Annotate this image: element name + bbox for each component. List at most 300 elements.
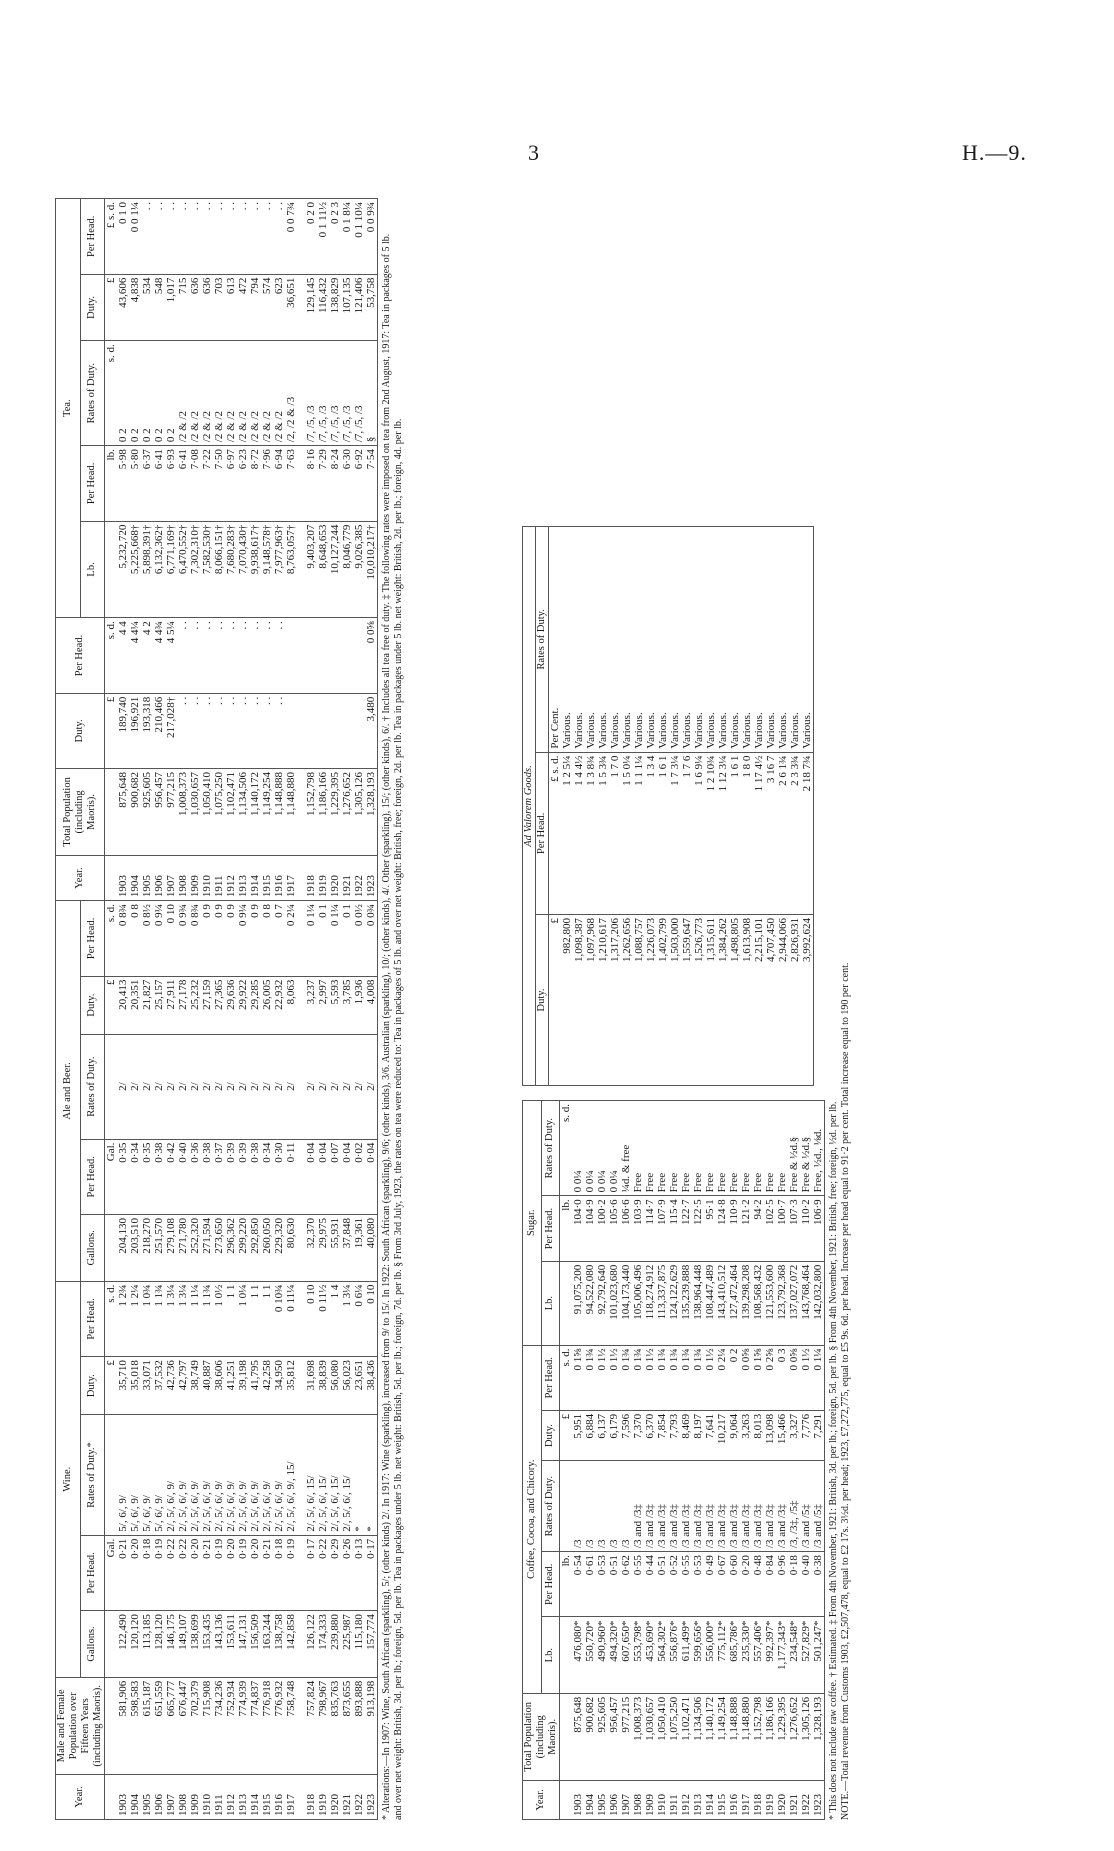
table-cell: 0·38 [249, 1139, 261, 1214]
table-cell: 2,215,101 [753, 914, 765, 1085]
table-cell: 1910 [201, 1774, 213, 1819]
table-cell: /2 & /2 [249, 341, 261, 446]
table-cell: 1,149,254 [716, 1693, 728, 1780]
table-cell: Free [644, 1101, 656, 1196]
table-cell: 1,384,262 [717, 914, 729, 1085]
table-cell: 0·48 [752, 1552, 764, 1617]
table-cell: 7,582,530† [201, 521, 213, 618]
table-cell: 0 1 [317, 901, 329, 976]
table-cell: 0 2¼ [716, 1345, 728, 1410]
col-ale-duty: Duty. [80, 976, 105, 1034]
table-cell [317, 693, 329, 768]
document-reference: H.—9. [962, 140, 1027, 165]
table-cell: /3 and /3‡ [728, 1461, 740, 1552]
table-cell: 2/, 5/, 6/, 9/ [225, 1415, 237, 1535]
table-cell: 55,931 [329, 1215, 341, 1282]
unit: lb. [560, 1552, 573, 1617]
table-cell: 1,226,073 [645, 914, 657, 1085]
table-row [728, 1101, 740, 1820]
table-cell: 0·39 [237, 1139, 249, 1214]
table-cell: Various. [789, 527, 801, 753]
table-cell: Free [728, 1101, 740, 1196]
table-cell: 121,553,600 [764, 1261, 776, 1345]
table-cell: 251,570 [153, 1215, 165, 1282]
table-cell: 607,650* [620, 1617, 632, 1693]
table-cell: 107,135 [341, 274, 353, 341]
table-cell: 0·07 [329, 1139, 341, 1214]
table-cell: 38,606 [213, 1357, 225, 1415]
table-cell: /7, /5, /3 [353, 341, 365, 446]
table-cell: 0·04 [317, 1139, 329, 1214]
table-cell: 1 1¼ [189, 1281, 201, 1356]
table-cell: 1 1¾ [201, 1281, 213, 1356]
table-cell: 116,432 [317, 274, 329, 341]
table-cell: 94·2 [752, 1196, 764, 1261]
table-cell: 0·84 [764, 1552, 776, 1617]
table-cell: 0 9 [213, 901, 225, 976]
table-cell: Various. [585, 527, 597, 753]
table-cell: Free [668, 1101, 680, 1196]
table-cell: 1912 [225, 1774, 237, 1819]
table-cell: 0 2¼ [285, 901, 297, 976]
table-cell: Free [680, 1101, 692, 1196]
table-cell: 0·29 [329, 1535, 341, 1610]
table-cell: 0·21 [261, 1535, 273, 1610]
table-cell: 1,328,193 [365, 768, 378, 855]
table-cell: . . [189, 693, 201, 768]
table-cell: /2, /2 & /3 [285, 341, 297, 446]
table-cell: 7,641 [704, 1410, 716, 1460]
table-cell: 0·36 [189, 1139, 201, 1214]
table-row [789, 527, 801, 1086]
table-cell: 0·54 [572, 1552, 584, 1617]
col-total-population: Total Population (including Maoris). [523, 1693, 560, 1780]
table-cell: 29,285 [249, 976, 261, 1034]
table-cell: 153,435 [201, 1611, 213, 1678]
table-row [273, 199, 285, 1820]
table-cell: 1904 [584, 1780, 596, 1819]
table-cell: 1 0¾ [141, 1281, 153, 1356]
table-cell: /2 & /2 [237, 341, 249, 446]
table-cell: * [353, 1415, 365, 1535]
table-cell: 0 2 [728, 1345, 740, 1410]
table-row [141, 199, 153, 1820]
table-cell: 138,964,448 [692, 1261, 704, 1345]
unit: £ [105, 1357, 118, 1415]
table-cell: 4 4¾ [153, 618, 165, 693]
table-cell: 548 [153, 274, 165, 341]
unit: s. d. [105, 341, 118, 446]
table-cell: 0·61 [584, 1552, 596, 1617]
unit: Per Cent. [549, 527, 562, 753]
table-cell: 1 1 [225, 1281, 237, 1356]
ad-valorem-body [549, 527, 814, 1086]
table-cell: 476,080* [572, 1617, 584, 1693]
table-cell: 104·0 [572, 1196, 584, 1261]
table-row [620, 1101, 632, 1820]
table-cell: 1,088,757 [633, 914, 645, 1085]
table-cell: 1,305,126 [353, 768, 365, 855]
footnote: * This does not include raw coffee. † Estimated. ‡ From 4th November, 1921: British, 3d. per lb.; foreign, 5d. per lb. § From 4th November, 1921: British, free; foreign, ½d. per lb. [828, 1101, 839, 1820]
table-cell: ¼d. & free [620, 1101, 632, 1196]
table-cell: 296,362 [225, 1215, 237, 1282]
table-cell: 8,763,057† [285, 521, 297, 618]
table-row [657, 527, 669, 1086]
col-year: Year. [523, 1780, 560, 1819]
table-cell: 0·38 [153, 1139, 165, 1214]
table-cell: 122·7 [680, 1196, 692, 1261]
unit: Gal. [105, 1535, 118, 1610]
table-cell: /7, /5, /3 [329, 341, 341, 446]
table-cell: 0 0¼ [584, 1101, 596, 1196]
table-cell [341, 693, 353, 768]
unit: s. d. [105, 1281, 118, 1356]
table-cell: /3 and /3‡ [632, 1461, 644, 1552]
table-cell: 0·18 [788, 1552, 800, 1617]
table-cell: 1915 [261, 1774, 273, 1819]
table-cell: 225,987 [341, 1611, 353, 1678]
table-cell: 0 8¾ [117, 901, 129, 976]
table-cell: 2/ [129, 1034, 141, 1139]
table-cell: 104,173,440 [620, 1261, 632, 1345]
table-cell: 2 6 1¾ [777, 752, 789, 914]
table-cell: 235,330* [740, 1617, 752, 1693]
table-cell: 2/ [261, 1034, 273, 1139]
table-cell: 6·23 [237, 446, 249, 521]
table-cell: 1913 [692, 1780, 704, 1819]
table-cell: 1 3 8¾ [585, 752, 597, 914]
unit: s. d. [560, 1345, 573, 1410]
table-cell: 1,526,773 [693, 914, 705, 1085]
table-cell: 95·1 [704, 1196, 716, 1261]
table-cell: 1911 [213, 1774, 225, 1819]
table-row [117, 199, 129, 1820]
table-cell: 40,080 [365, 1215, 378, 1282]
table-cell: . . [225, 199, 237, 275]
table-cell: /3 and /3‡ [692, 1461, 704, 1552]
table-cell: /3 and /3‡ [716, 1461, 728, 1552]
table-row [800, 1101, 812, 1820]
table-cell: /3 [608, 1461, 620, 1552]
col-sugar-per-head: Per Head. [541, 1196, 560, 1261]
table-cell: 33,071 [141, 1357, 153, 1415]
table-cell: 0 8½ [141, 901, 153, 976]
table-cell: . . [213, 618, 225, 693]
table-cell: 1921 [788, 1780, 800, 1819]
table-cell: 1918 [305, 855, 317, 900]
table-cell: 0·20 [225, 1535, 237, 1610]
table-row [765, 527, 777, 1086]
table-cell: 0 7 [273, 901, 285, 976]
table-cell: 0 1½ [596, 1345, 608, 1410]
table-cell: Free [716, 1101, 728, 1196]
table-cell: /3 and /3‡ [740, 1461, 752, 1552]
table-cell: 1,262,656 [621, 914, 633, 1085]
table-cell: 1 7 0 [609, 752, 621, 914]
table-cell: 527,829* [800, 1617, 812, 1693]
table-cell: 149,107 [177, 1611, 189, 1678]
table-cell: 1904 [129, 1774, 141, 1819]
table-cell: 0 1¼ [329, 901, 341, 976]
table-row [365, 199, 378, 1820]
table-cell: 101,023,680 [608, 1261, 620, 1345]
table-cell: 42,797 [177, 1357, 189, 1415]
table-cell: 8,197 [692, 1410, 704, 1460]
table-cell: 271,594 [201, 1215, 213, 1282]
table-cell: 13,098 [764, 1410, 776, 1460]
table-cell: 1 5 0¼ [621, 752, 633, 914]
table-cell: 0·22 [165, 1535, 177, 1610]
table-cell: /3 and /3‡ [680, 1461, 692, 1552]
table-cell: 0 2 [129, 341, 141, 446]
table-cell: 1,229,395 [329, 768, 341, 855]
table-cell: /3 and /3‡ [764, 1461, 776, 1552]
upper-table-block [55, 195, 495, 1820]
table-cell: 124,122,629 [668, 1261, 680, 1345]
table-cell: 6·94 [273, 446, 285, 521]
table-cell: 107·3 [788, 1196, 800, 1261]
table-cell: 0 2 0 [305, 199, 317, 275]
table-cell: Various. [717, 527, 729, 753]
table-row [129, 199, 141, 1820]
table-cell: Free, ½d., ⅛d. [812, 1101, 825, 1196]
table-cell: 0·17 [365, 1535, 378, 1610]
table-row [317, 199, 329, 1820]
table-cell: 0 1¾ [584, 1345, 596, 1410]
table-cell: 0 2 [117, 341, 129, 446]
table-row [561, 527, 573, 1086]
table-cell [317, 618, 329, 693]
table-cell: 9,403,207 [305, 521, 317, 618]
table-cell: 5/, 6/, 9/ [153, 1415, 165, 1535]
table-cell: 105·6 [608, 1196, 620, 1261]
table-cell: 143,768,464 [800, 1261, 812, 1345]
table-cell: 6·41 [153, 446, 165, 521]
table-cell: 38,436 [365, 1357, 378, 1415]
table-cell: 29,922 [237, 976, 249, 1034]
table-cell: 2/, 5/, 6/, 9/ [189, 1415, 201, 1535]
table-cell: 1923 [365, 1774, 378, 1819]
table-cell: 0 1½ [608, 1345, 620, 1410]
table-cell: 1,149,254 [261, 768, 273, 855]
table-cell: 6,470,552† [177, 521, 189, 618]
table-cell: 1908 [632, 1780, 644, 1819]
table-cell: Various. [729, 527, 741, 753]
table-cell [305, 618, 317, 693]
table-cell: 203,510 [129, 1215, 141, 1282]
table-cell: 0·51 [608, 1552, 620, 1617]
table-cell: * [365, 1415, 378, 1535]
col-sugar-lb: Lb. [541, 1261, 560, 1345]
table-row [729, 527, 741, 1086]
col-adv-duty: Duty. [536, 914, 549, 1085]
table-cell: Various. [597, 527, 609, 753]
table-cell: 273,650 [213, 1215, 225, 1282]
table-cell: 0·39 [225, 1139, 237, 1214]
table-cell: 550,720* [584, 1617, 596, 1693]
table-cell: 1 8 0 [741, 752, 753, 914]
table-cell: 129,145 [305, 274, 317, 341]
table-cell: 798,967 [317, 1677, 329, 1774]
table-cell: 1,148,888 [728, 1693, 740, 1780]
table-cell: 1909 [189, 855, 201, 900]
table-cell: 2/ [329, 1034, 341, 1139]
table-cell: 1917 [740, 1780, 752, 1819]
table-cell: 7·50 [213, 446, 225, 521]
table-row [716, 1101, 728, 1820]
table-cell: 42,736 [165, 1357, 177, 1415]
table-cell: Various. [669, 527, 681, 753]
table-row [225, 199, 237, 1820]
table-cell: . . [177, 693, 189, 768]
table-cell: 1 2¾ [117, 1281, 129, 1356]
table-cell: 1903 [572, 1780, 584, 1819]
table-cell: 20,351 [129, 976, 141, 1034]
table-cell: 27,159 [201, 976, 213, 1034]
table-cell: 3 16 7 [765, 752, 777, 914]
table-cell: /3 and /3‡ [704, 1461, 716, 1552]
table-row [153, 199, 165, 1820]
table-cell: 0·20 [740, 1552, 752, 1617]
table-cell: 2/ [201, 1034, 213, 1139]
table-cell: 0 0¼ [596, 1101, 608, 1196]
table-cell: 6,771,169† [165, 521, 177, 618]
table-cell: 10,217 [716, 1410, 728, 1460]
table-cell: 776,932 [273, 1677, 285, 1774]
table-cell: 0·44 [644, 1552, 656, 1617]
table-cell: 5,951 [572, 1410, 584, 1460]
table-cell: 0·19 [285, 1535, 297, 1610]
table-cell: 2/, 5/, 6/, 15/ [329, 1415, 341, 1535]
table-cell: 1906 [153, 855, 165, 900]
table-row [681, 527, 693, 1086]
table-cell: 0·30 [273, 1139, 285, 1214]
table-cell: 1916 [728, 1780, 740, 1819]
table-cell: . . [177, 199, 189, 275]
table-cell: /2 & /2 [273, 341, 285, 446]
table-cell: 1909 [644, 1780, 656, 1819]
table-cell: 1923 [812, 1780, 825, 1819]
table-cell: 7·08 [189, 446, 201, 521]
table-cell: 1,008,373 [177, 768, 189, 855]
table-cell: 0·42 [165, 1139, 177, 1214]
table-cell: /2 & /2 [261, 341, 273, 446]
table-cell: 1913 [237, 1774, 249, 1819]
table-cell: 21,827 [141, 976, 153, 1034]
table-cell: 138,758 [273, 1611, 285, 1678]
table-cell: 501,247* [812, 1617, 825, 1693]
table-cell [353, 618, 365, 693]
table-cell: 35,018 [129, 1357, 141, 1415]
upper-notes [381, 220, 405, 1820]
table-cell: Various. [657, 527, 669, 753]
table-cell: 1905 [596, 1780, 608, 1819]
table-cell: 0·53 [596, 1552, 608, 1617]
table-cell: 1912 [225, 855, 237, 900]
table-cell: 6,884 [584, 1410, 596, 1460]
table-row [165, 199, 177, 1820]
table-cell: 110·2 [800, 1196, 812, 1261]
table-cell: 1,503,000 [669, 914, 681, 1085]
table-cell: 875,648 [117, 768, 129, 855]
table-cell: 41,251 [225, 1357, 237, 1415]
unit: £ [105, 976, 118, 1034]
table-cell: 1922 [800, 1780, 812, 1819]
table-cell: 6·30 [341, 446, 353, 521]
table-cell: 32,370 [305, 1215, 317, 1282]
table-cell: /3 [584, 1461, 596, 1552]
table-cell: 260,050 [261, 1215, 273, 1282]
table-cell: 8·24 [329, 446, 341, 521]
table-row [788, 1101, 800, 1820]
table-cell: 2 18 7¾ [801, 752, 814, 914]
table-cell: 27,365 [213, 976, 225, 1034]
table-cell: 1,050,410 [201, 768, 213, 855]
table-cell: Various. [609, 527, 621, 753]
table-cell: 0·13 [353, 1535, 365, 1610]
table-cell: Various. [561, 527, 573, 753]
table-cell: 6,370 [644, 1410, 656, 1460]
table-row [597, 527, 609, 1086]
group-coffee: Coffee, Cocoa, and Chicory. [523, 1345, 542, 1693]
table-cell: 1910 [201, 855, 213, 900]
table-cell: 8,066,151† [213, 521, 225, 618]
unit: s. d. [105, 618, 118, 693]
table-cell: 1,075,250 [668, 1693, 680, 1780]
table-row [632, 1101, 644, 1820]
table-cell: 37,532 [153, 1357, 165, 1415]
table-cell: 1 2 5¼ [561, 752, 573, 914]
table-cell: /7, /5, /3 [305, 341, 317, 446]
table-cell: 7·29 [317, 446, 329, 521]
table-cell: 1920 [329, 1774, 341, 1819]
col-coffee-duty: Duty. [541, 1410, 560, 1460]
table-cell: 121,406 [353, 274, 365, 341]
table-cell: 702,379 [189, 1677, 201, 1774]
table-cell: 1 6 1 [729, 752, 741, 914]
table-cell: 0 9¼ [153, 901, 165, 976]
table-cell: 0·04 [365, 1139, 378, 1214]
table-cell: 1915 [716, 1780, 728, 1819]
table-cell: 142,858 [285, 1611, 297, 1678]
table-cell: 611,499* [680, 1617, 692, 1693]
table-cell: 1,097,968 [585, 914, 597, 1085]
table-cell: 1,152,798 [305, 768, 317, 855]
table-cell: 2/ [189, 1034, 201, 1139]
table-cell: 2/, 5/, 6/, 9/ [201, 1415, 213, 1535]
table-cell: 0 2⅝ [764, 1345, 776, 1410]
table-cell: . . [201, 199, 213, 275]
table-cell: /2 & /2 [177, 341, 189, 446]
table-row [329, 199, 341, 1820]
col-sugar-duty-continued: Duty. [56, 693, 105, 768]
coffee-sugar-table [522, 1100, 825, 1820]
table-row [584, 1101, 596, 1820]
table-cell: 108,447,489 [704, 1261, 716, 1345]
table-cell: 271,780 [177, 1215, 189, 1282]
table-cell: 6,137 [596, 1410, 608, 1460]
table-cell: 8,648,653 [317, 521, 329, 618]
table-cell: . . [249, 199, 261, 275]
table-cell: 553,798* [632, 1617, 644, 1693]
table-cell: /3 [620, 1461, 632, 1552]
table-cell [305, 693, 317, 768]
unit: s. d. [560, 1101, 573, 1196]
table-cell: 120,120 [129, 1611, 141, 1678]
table-cell: 210,466 [153, 693, 165, 768]
table-cell: 146,175 [165, 1611, 177, 1678]
table-cell: 147,131 [237, 1611, 249, 1678]
